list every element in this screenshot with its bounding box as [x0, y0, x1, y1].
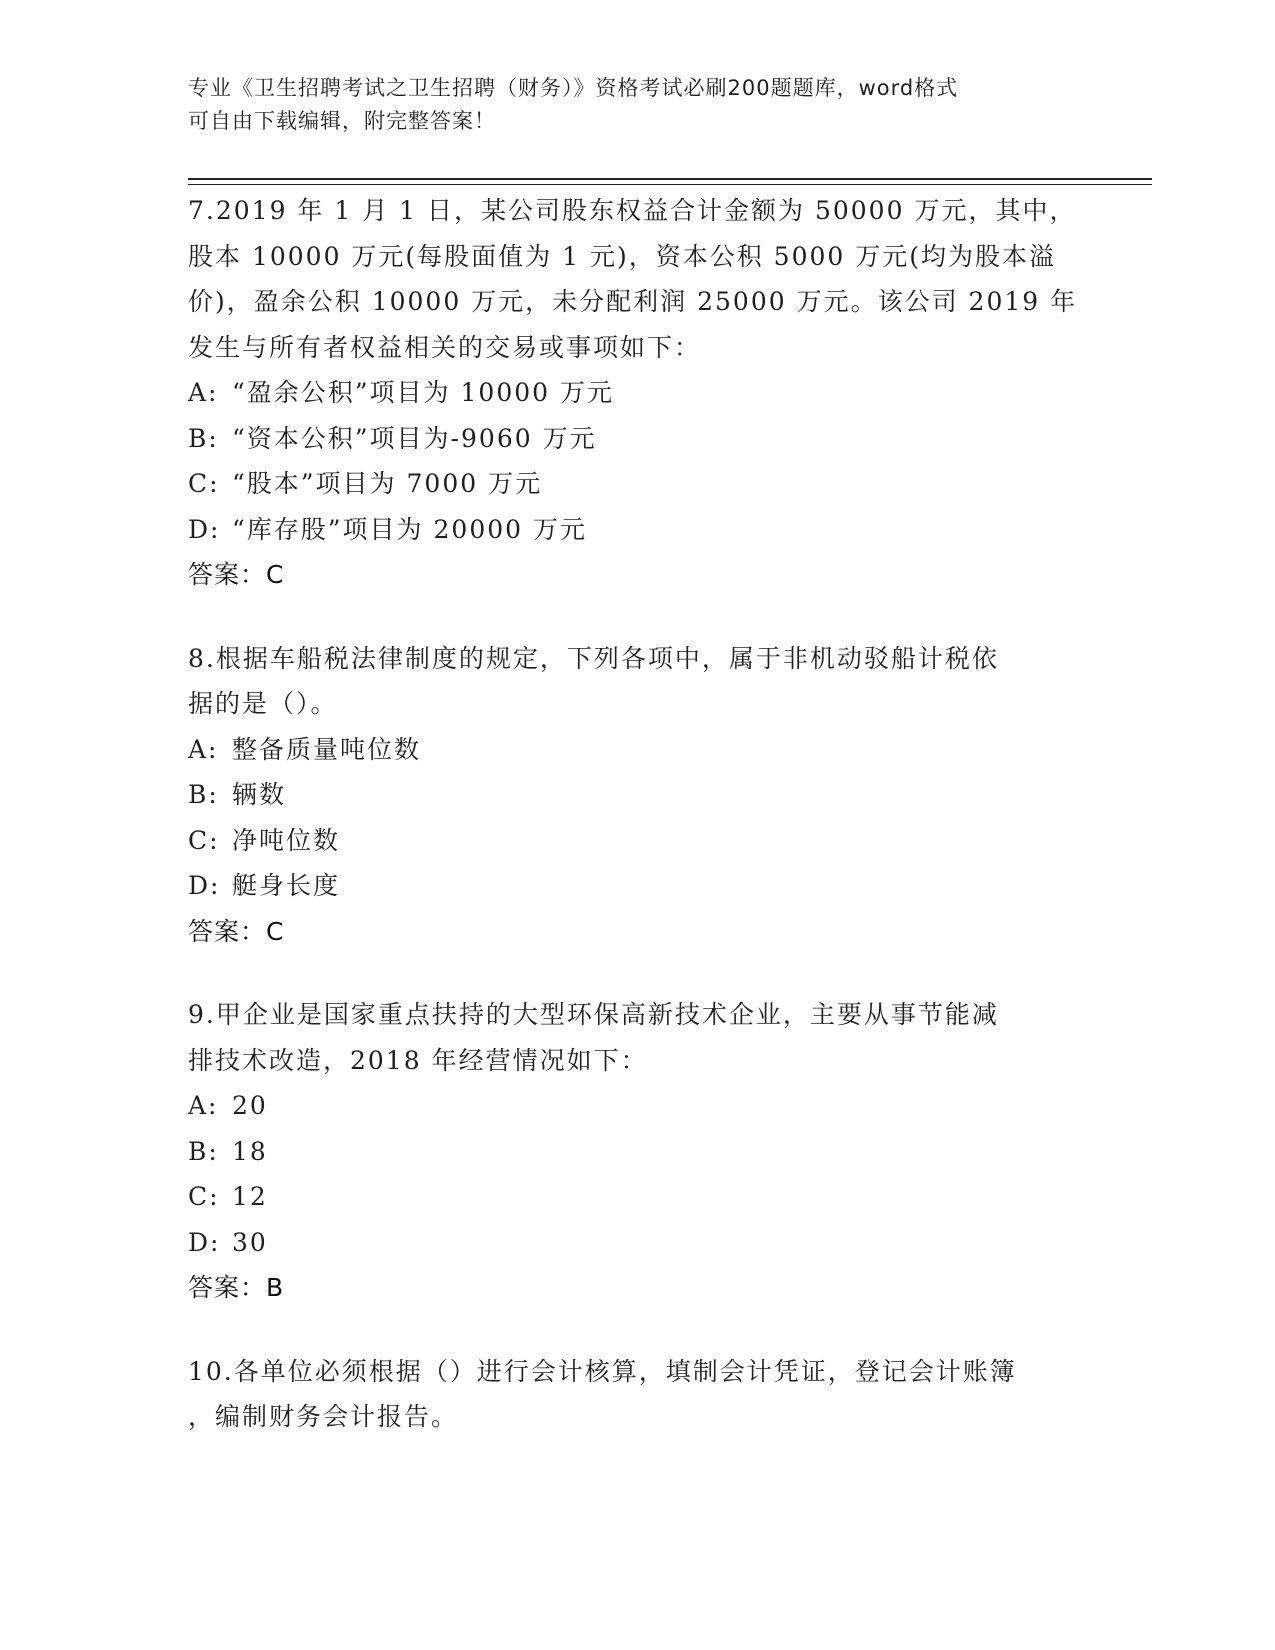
option-text: 20	[232, 1091, 268, 1120]
header-divider-thin	[188, 184, 1152, 185]
stem-line: 9.甲企业是国家重点扶持的大型环保高新技术企业，主要从事节能减	[188, 1000, 999, 1029]
option-key: C:	[188, 825, 220, 855]
question-list	[188, 188, 1088, 1478]
option-text: “资本公积”项目为-9060 万元	[232, 423, 597, 453]
option-a	[188, 1083, 1088, 1129]
question-stem	[188, 992, 1088, 1083]
option-key: C:	[188, 469, 220, 498]
option-d	[188, 1220, 1088, 1266]
option-list	[188, 370, 1088, 552]
question-9	[188, 992, 1088, 1311]
option-key: B:	[188, 780, 219, 809]
option-key: A:	[188, 1091, 219, 1120]
stem-line: 排技术改造，2018 年经营情况如下：	[188, 1045, 648, 1075]
question-stem	[188, 1349, 1088, 1440]
stem-line: 10.各单位必须根据（）进行会计核算，填制会计凭证，登记会计账簿	[188, 1356, 1017, 1386]
stem-line: 7.2019 年 1 月 1 日，某公司股东权益合计金额为 50000 万元，其中，	[188, 196, 1077, 225]
header-divider-thick	[188, 178, 1152, 180]
question-7	[188, 188, 1088, 598]
question-stem	[188, 188, 1088, 370]
option-key: D:	[188, 871, 221, 900]
question-10	[188, 1349, 1088, 1440]
option-c	[188, 1174, 1088, 1220]
option-key: D:	[188, 514, 221, 544]
option-key: B:	[188, 423, 219, 453]
question-stem	[188, 636, 1088, 727]
option-a	[188, 370, 1088, 416]
option-list	[188, 727, 1088, 909]
option-text: 辆数	[232, 780, 287, 809]
answer-line: 答案：C	[188, 560, 285, 589]
header-title-line-1: 专业《卫生招聘考试之卫生招聘（财务）》资格考试必刷200题题库，word格式	[188, 76, 959, 100]
option-a	[188, 727, 1088, 773]
option-key: A:	[188, 378, 219, 407]
option-key: C:	[188, 1182, 220, 1211]
header-title-line-2: 可自由下载编辑，附完整答案！	[188, 109, 496, 133]
option-b	[188, 772, 1088, 818]
stem-line: 8.根据车船税法律制度的规定，下列各项中，属于非机动驳船计税依	[188, 643, 999, 673]
option-text: 18	[232, 1136, 268, 1166]
option-list	[188, 1083, 1088, 1265]
answer-line: 答案：C	[188, 916, 285, 946]
option-text: “股本”项目为 7000 万元	[232, 469, 543, 498]
option-c	[188, 818, 1088, 864]
option-key: D:	[188, 1227, 221, 1257]
option-b	[188, 416, 1088, 462]
option-text: 30	[232, 1227, 268, 1257]
stem-line: 发生与所有者权益相关的交易或事项如下：	[188, 332, 702, 362]
document-header	[188, 72, 1068, 138]
question-8	[188, 636, 1088, 955]
option-text: 12	[232, 1182, 268, 1211]
option-text: 整备质量吨位数	[232, 734, 422, 764]
option-c	[188, 461, 1088, 507]
stem-line: 据的是（）。	[188, 689, 338, 718]
option-text: 艇身长度	[232, 871, 341, 900]
stem-line: 价)，盈余公积 10000 万元，未分配利润 25000 万元。该公司 2019 年	[188, 287, 1078, 316]
answer-line: 答案：B	[188, 1273, 285, 1302]
option-d	[188, 863, 1088, 909]
option-text: “库存股”项目为 20000 万元	[232, 514, 587, 544]
option-b	[188, 1129, 1088, 1175]
option-text: 净吨位数	[232, 825, 341, 855]
option-key: A:	[188, 734, 219, 764]
stem-line: ，编制财务会计报告。	[188, 1402, 459, 1431]
stem-line: 股本 10000 万元(每股面值为 1 元)，资本公积 5000 万元(均为股本溢	[188, 241, 1057, 271]
option-text: “盈余公积”项目为 10000 万元	[232, 378, 614, 407]
option-key: B:	[188, 1136, 219, 1166]
option-d	[188, 507, 1088, 553]
